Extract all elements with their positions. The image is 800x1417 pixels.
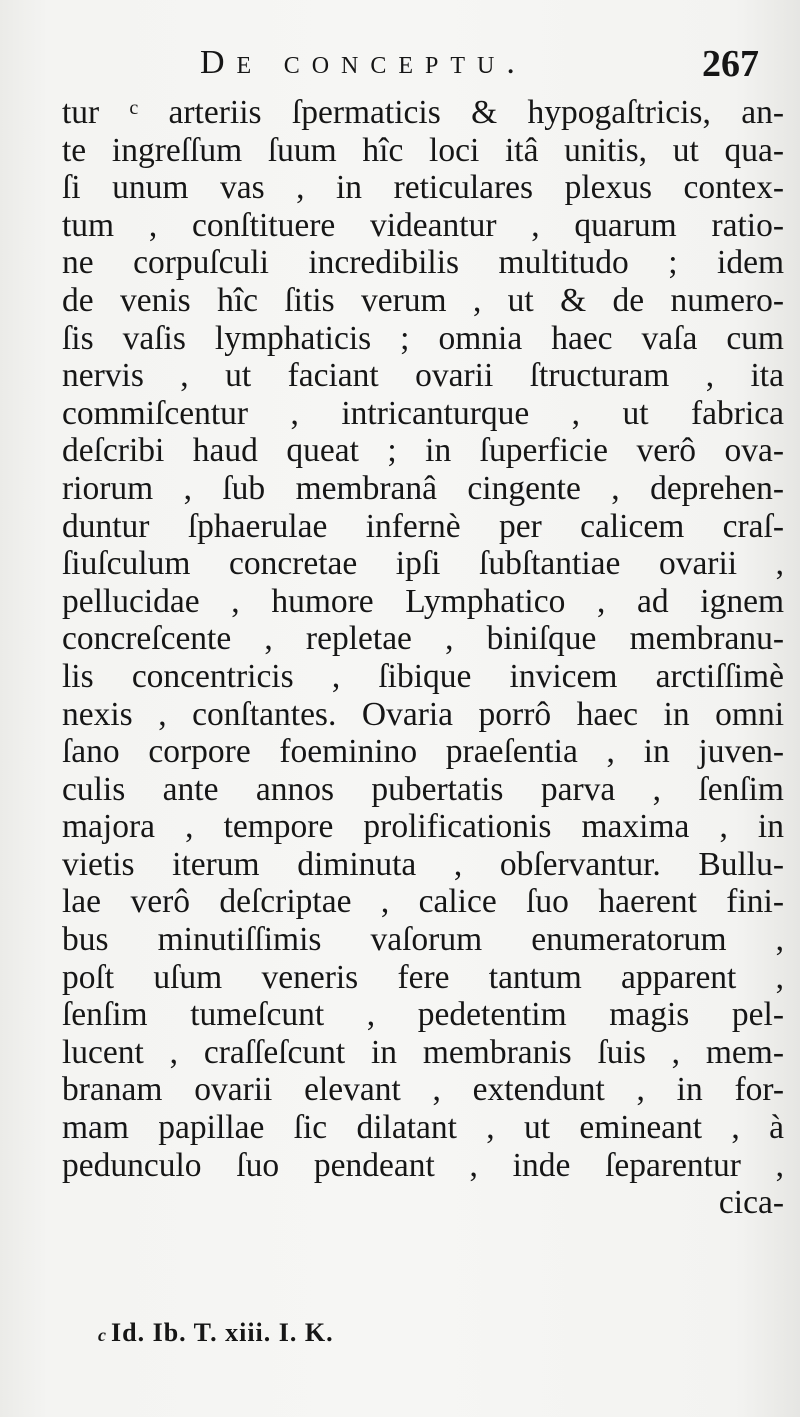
text-line: branam ovarii elevant , extendunt , in for-	[62, 1071, 784, 1109]
text-line: majora , tempore prolificationis maxima , in	[62, 808, 784, 846]
text-line: vietis iterum diminuta , obſervantur. Bullu-	[62, 845, 784, 883]
text-line: ſi unum vas , in reticulares plexus contex-	[62, 169, 784, 207]
text-line: tum , conſtituere videantur , quarum ratio-	[62, 206, 784, 244]
text-line: nexis , conſtantes. Ovaria porrô haec in omni	[62, 695, 784, 733]
text-line: ſiuſculum concretae ipſi ſubſtantiae ovarii ,	[62, 545, 784, 583]
text-line: ſis vaſis lymphaticis ; omnia haec vaſa cum	[62, 319, 784, 357]
text-line: mam papillae ſic dilatant , ut emineant , à	[62, 1109, 784, 1147]
text-line: duntur ſphaerulae infernè per calicem craſ-	[62, 507, 784, 545]
text-line: bus minutiſſimis vaſorum enumeratorum ,	[62, 921, 784, 959]
text-line: pellucidae , humore Lymphatico , ad ignem	[62, 582, 784, 620]
text-line: commiſcentur , intricanturque , ut fabrica	[62, 394, 784, 432]
page-number: 267	[702, 43, 759, 85]
footnote-text: Id. Ib. T. xiii. I. K.	[111, 1318, 334, 1347]
text-line: lucent , craſſeſcunt in membranis ſuis , mem-	[62, 1033, 784, 1071]
text-line: culis ante annos pubertatis parva , ſenſim	[62, 770, 784, 808]
text-line: deſcribi haud queat ; in ſuperficie verô ova-	[62, 432, 784, 470]
text-line: de venis hîc ſitis verum , ut & de numero-	[62, 281, 784, 319]
text-line: te ingreſſum ſuum hîc loci itâ unitis, ut qua-	[62, 131, 784, 169]
text-line: concreſcente , repletae , biniſque membranu-	[62, 620, 784, 658]
text-line: lae verô deſcriptae , calice ſuo haerent fini-	[62, 883, 784, 921]
text-line: poſt uſum veneris fere tantum apparent ,	[62, 958, 784, 996]
text-line: tur ᶜ arteriis ſpermaticis & hypogaſtricis, an-	[62, 94, 784, 131]
text-line: pedunculo ſuo pendeant , inde ſeparentur ,	[62, 1146, 784, 1184]
text-line: nervis , ut faciant ovarii ſtructuram , ita	[62, 357, 784, 395]
catchword: cica-	[718, 1184, 784, 1222]
text-line: riorum , ſub membranâ cingente , deprehen-	[62, 469, 784, 507]
footnote	[98, 1318, 334, 1348]
text-line: ne corpuſculi incredibilis multitudo ; idem	[62, 244, 784, 282]
footnote-marker: c	[98, 1325, 107, 1345]
body-text	[62, 94, 784, 1222]
text-line: lis concentricis , ſibique invicem arctiſſimè	[62, 657, 784, 695]
text-line: ſano corpore foeminino praeſentia , in juven-	[62, 733, 784, 771]
running-head: De conceptu.	[200, 44, 527, 81]
text-line: ſenſim tumeſcunt , pedetentim magis pel-	[62, 996, 784, 1034]
